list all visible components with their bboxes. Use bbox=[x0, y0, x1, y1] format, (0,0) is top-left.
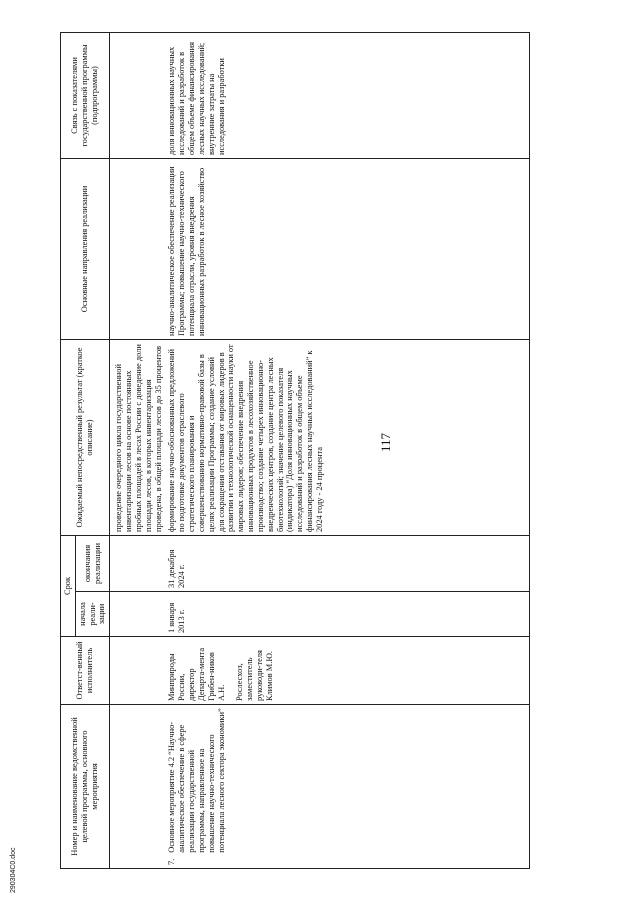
header-executor: Ответст-венный исполнитель bbox=[61, 637, 110, 705]
row-executor-2: Рослесхоз, заместитель руководи-теля Климов М.Ю. bbox=[235, 650, 274, 701]
carry-over-result: проведение очередного цикла государственной инвентаризации лесов на основе постоянных пробных площадей в лесах России с доведение доли площади лесов, в которых инвентаризация проведена, в общей площади лесов до 35 процентов bbox=[110, 340, 166, 536]
row-end: 31 декабря 2024 г. bbox=[165, 536, 530, 592]
row-name: Основное мероприятие 4.2 “Научно-аналитическое обеспечение в сфере реализации государственной программы, направленное на повышение научно-технического потенциала лесного сектора экономики” bbox=[167, 708, 226, 853]
footer-file-name: 290304C0.doc bbox=[10, 847, 17, 893]
header-start: начала реали-зации bbox=[75, 592, 109, 637]
header-result: Ожидаемый непосредственный результат (краткое описание) bbox=[61, 340, 110, 536]
row-result: формирование научно-обоснованных предложений по подготовке документов отраслевого стратегического планирования и совершенствованию нормативно-правовой базы в целях реализации Программы; создание условий для сокращения отставания от мировых лидеров в развитии и технологической оснащенности науки от мировых лидеров; обеспечение внедрения инновационных продуктов в лесохозяйственное производство; создание четырех инновационно-внедренческих центров, создание центра лесных биотехнологий; значение целевого показателя (индикатора) “Доля инновационных научных исследований и разработок в общем объеме финансирования лесных научных исследований” к 2024 году - 24 процента bbox=[165, 340, 530, 536]
row-link: доля инновационных научных исследований и разработок в общем объеме финансирования лесных научных исследований; внутренние затраты на исследования и разработки bbox=[165, 33, 530, 159]
row-directions: научно-аналитическое обеспечение реализации Программы; повышение научно-технического потенциала отрасли, уровня внедрения инновационных разработок в лесное хозяйство bbox=[165, 159, 530, 340]
rotated-page bbox=[60, 33, 640, 869]
row-executor-1: Минприроды России, директор Департа-мента Грибен-ников А.Н. bbox=[167, 647, 226, 701]
header-end: окончания реализации bbox=[75, 536, 109, 592]
program-table bbox=[60, 32, 530, 869]
header-link: Связь с показателями государственной программы (подпрограммы) bbox=[61, 33, 110, 159]
carry-over-row bbox=[110, 33, 166, 869]
page-number: 117 bbox=[378, 432, 393, 452]
row-executor-cell bbox=[165, 637, 530, 705]
header-term: Срок bbox=[61, 536, 76, 637]
header-name: Номер и наименование ведомственной целевой программы, основного мероприятия bbox=[61, 705, 110, 869]
row-name-cell bbox=[165, 705, 530, 869]
row-start: 1 января 2013 г. bbox=[165, 592, 530, 637]
table-row bbox=[165, 33, 530, 869]
header-directions: Основные направления реализации bbox=[61, 159, 110, 340]
row-number: 7. bbox=[167, 858, 177, 865]
